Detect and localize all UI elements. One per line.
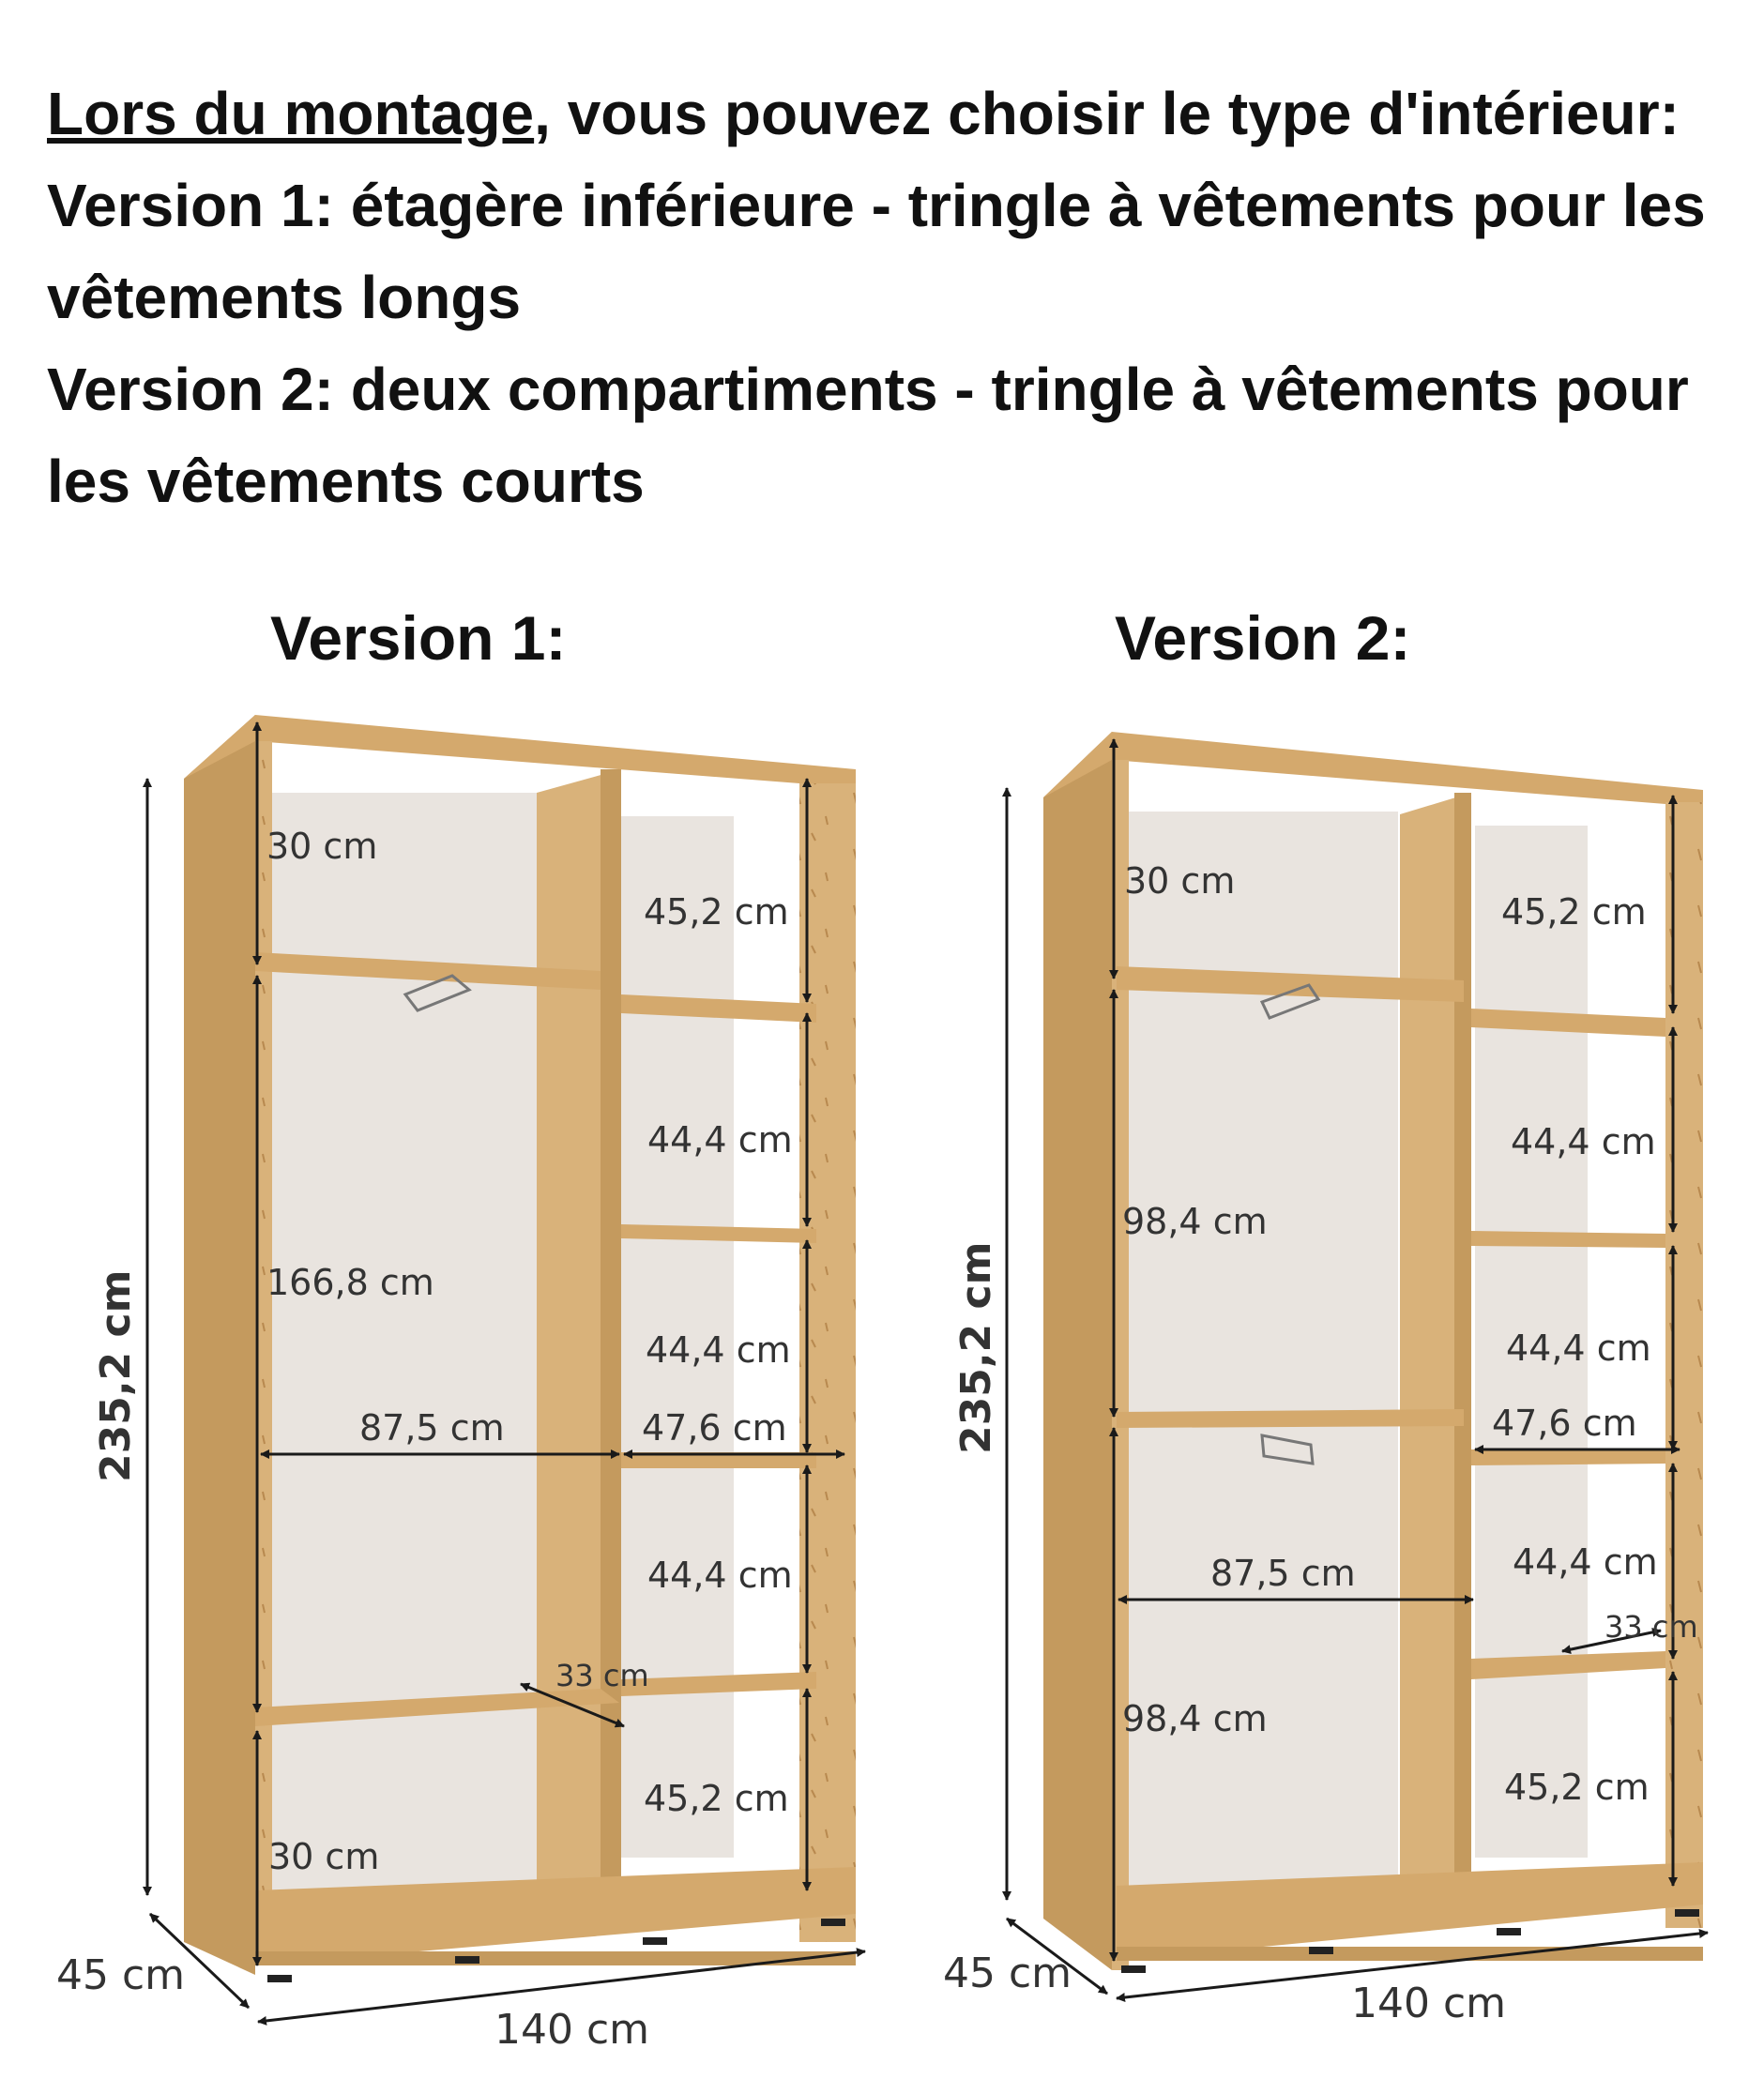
- height-label: 235,2 cm: [92, 1269, 140, 1482]
- right-wall: [1665, 802, 1703, 1928]
- left-middle-shelf: [1117, 1409, 1464, 1428]
- shelf-depth-label: 33 cm: [1604, 1609, 1698, 1645]
- middle-divider-edge: [601, 769, 621, 1881]
- right-comp-3-label: 44,4 cm: [646, 1329, 791, 1371]
- version-1-title: Version 1:: [270, 603, 567, 673]
- right-comp-5-label: 45,2 cm: [1504, 1767, 1650, 1808]
- foot: [1497, 1928, 1521, 1935]
- right-width-label: 47,6 cm: [1492, 1403, 1637, 1444]
- right-comp-2-label: 44,4 cm: [647, 1119, 793, 1161]
- right-shelf-2: [1471, 1231, 1665, 1248]
- right-comp-4-label: 44,4 cm: [647, 1555, 793, 1596]
- left-width-label: 87,5 cm: [359, 1407, 505, 1449]
- right-comp-1-label: 45,2 cm: [1501, 891, 1647, 933]
- top-panel: [184, 715, 856, 783]
- width-label: 140 cm: [494, 2006, 650, 2054]
- wardrobe-version-1: [56, 715, 865, 2054]
- left-middle-label: 166,8 cm: [266, 1262, 434, 1303]
- version-2-title: Version 2:: [1115, 603, 1411, 673]
- left-top-label: 30 cm: [1124, 860, 1236, 902]
- right-comp-4-label: 44,4 cm: [1513, 1541, 1658, 1583]
- width-label: 140 cm: [1351, 1980, 1507, 2027]
- right-width-label: 47,6 cm: [642, 1407, 787, 1449]
- left-top-label: 30 cm: [266, 826, 378, 867]
- top-panel: [1043, 732, 1703, 804]
- left-upper-label: 98,4 cm: [1122, 1201, 1268, 1242]
- depth-label: 45 cm: [56, 1951, 186, 1999]
- foot: [1675, 1909, 1699, 1917]
- intro-underlined: Lors du montage: [47, 80, 535, 147]
- shelf-depth-label: 33 cm: [555, 1658, 649, 1693]
- middle-divider-edge: [1454, 793, 1471, 1876]
- foot: [455, 1956, 479, 1964]
- foot: [267, 1975, 292, 1982]
- foot: [821, 1919, 845, 1926]
- foot: [1121, 1965, 1146, 1973]
- right-comp-3-label: 44,4 cm: [1506, 1328, 1651, 1369]
- version-1-description: Version 1: étagère inférieure - tringle à vêtements pour les vêtements longs: [47, 172, 1706, 331]
- left-bottom-label: 30 cm: [268, 1836, 380, 1877]
- right-comp-5-label: 45,2 cm: [644, 1778, 789, 1819]
- right-shelf-3: [1471, 1449, 1665, 1465]
- wardrobe-version-2: [943, 732, 1708, 2027]
- foot: [643, 1937, 667, 1945]
- right-comp-2-label: 44,4 cm: [1511, 1121, 1656, 1162]
- left-lower-label: 98,4 cm: [1122, 1698, 1268, 1739]
- right-comp-1-label: 45,2 cm: [644, 891, 789, 933]
- side-panel: [184, 715, 255, 1975]
- height-label: 235,2 cm: [952, 1241, 1000, 1454]
- side-panel: [1043, 732, 1112, 1970]
- depth-label: 45 cm: [943, 1950, 1072, 1997]
- foot: [1309, 1947, 1333, 1954]
- version-2-description: Version 2: deux compartiments - tringle à vêtements pour les vêtements courts: [47, 356, 1689, 515]
- left-width-label: 87,5 cm: [1210, 1553, 1356, 1594]
- intro-line-1-rest: , vous pouvez choisir le type d'intérieur:: [534, 80, 1680, 147]
- plinth-edge: [1117, 1947, 1703, 1961]
